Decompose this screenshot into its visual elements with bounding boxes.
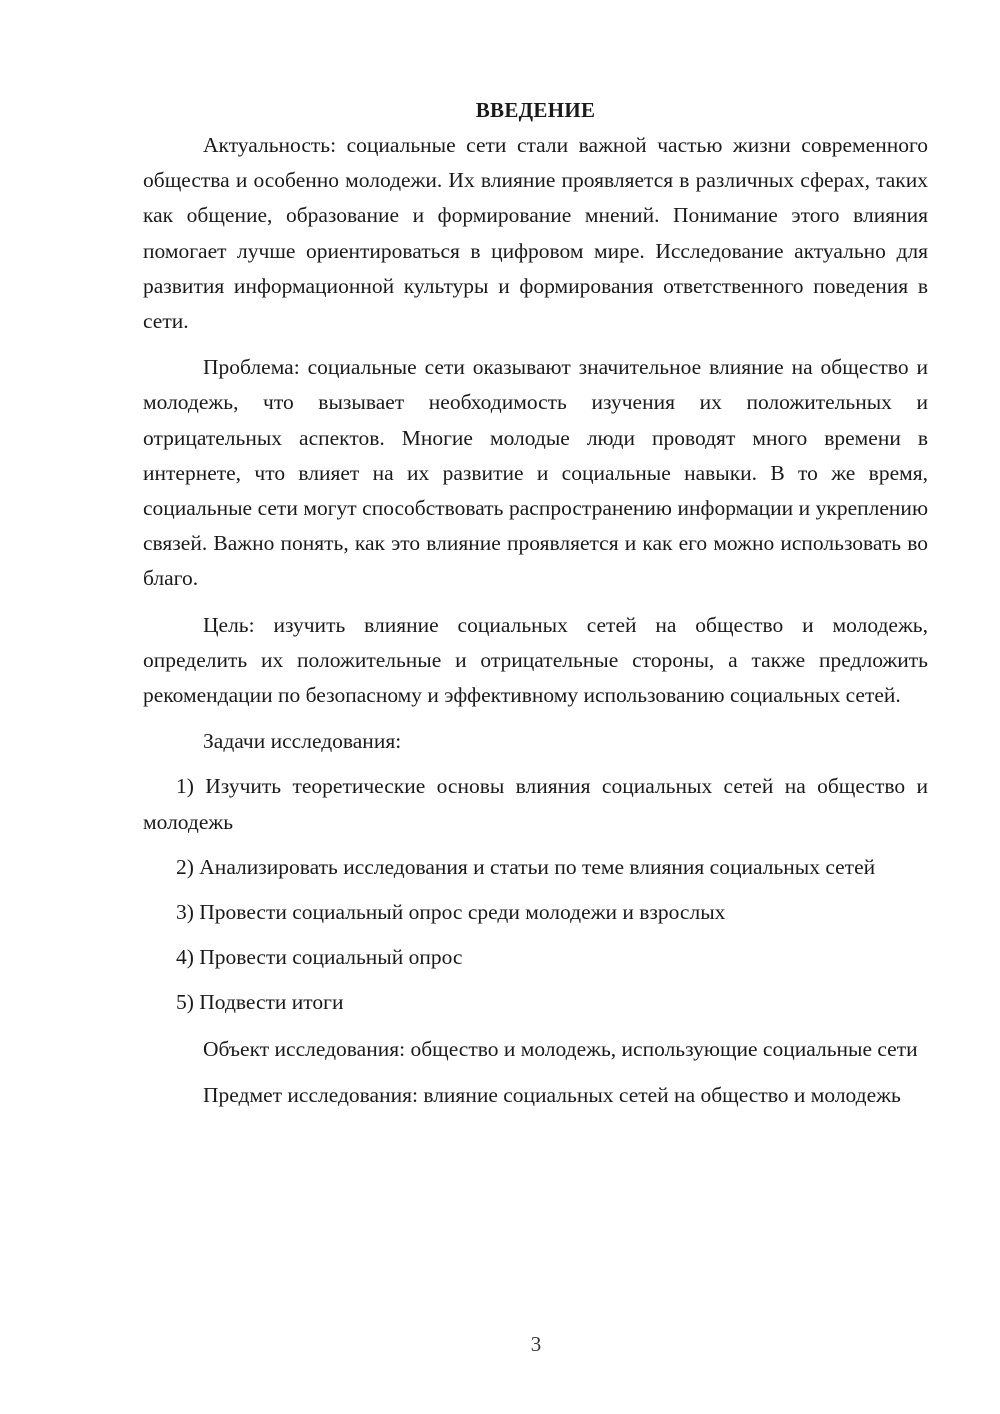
- task-item-2: 2) Анализировать исследования и статьи по теме влияния социальных сетей: [176, 854, 876, 879]
- task-item-3: 3) Провести социальный опрос среди молодежи и взрослых: [176, 900, 726, 925]
- problem-paragraph: Проблема: социальные сети оказывают значительное влияние на общество и молодежь, что вызывает необходимость изучения их положительных и отрицательных аспектов. Многие молодые люди проводят много времени в интернете, что влияет на их развитие и социальные навыки. В то же время, социальные сети могут способствовать распространению информации и укреплению связей. Важно понять, как это влияние проявляется и как его можно использовать во благо.: [143, 355, 928, 591]
- subject-paragraph: Предмет исследования: влияние социальных сетей на общество и молодежь: [203, 1082, 901, 1107]
- page-number: 3: [530, 1332, 542, 1356]
- relevance-paragraph: Актуальность: социальные сети стали важной частью жизни современного общества и особенно молодежи. Их влияние проявляется в различных сферах, таких как общение, образование и формирование мнений. Понимание этого влияния помогает лучше ориентироваться в цифровом мире. Исследование актуально для развития информационной культуры и формирования ответственного поведения в сети.: [143, 133, 928, 334]
- goal-paragraph: Цель: изучить влияние социальных сетей на общество и молодежь, определить их положительные и отрицательные стороны, а также предложить рекомендации по безопасному и эффективному использованию социальных сетей.: [143, 612, 928, 708]
- document-page: [143, 93, 928, 1113]
- object-paragraph: Объект исследования: общество и молодежь, использующие социальные сети: [203, 1036, 918, 1061]
- section-heading: ВВЕДЕНИЕ: [475, 98, 596, 122]
- task-item-4: 4) Провести социальный опрос: [176, 945, 463, 970]
- task-item-5: 5) Подвести итоги: [176, 990, 344, 1015]
- tasks-title: Задачи исследования:: [203, 729, 402, 754]
- task-item-1: 1) Изучить теоретические основы влияния социальных сетей на общество и молодежь: [143, 774, 928, 834]
